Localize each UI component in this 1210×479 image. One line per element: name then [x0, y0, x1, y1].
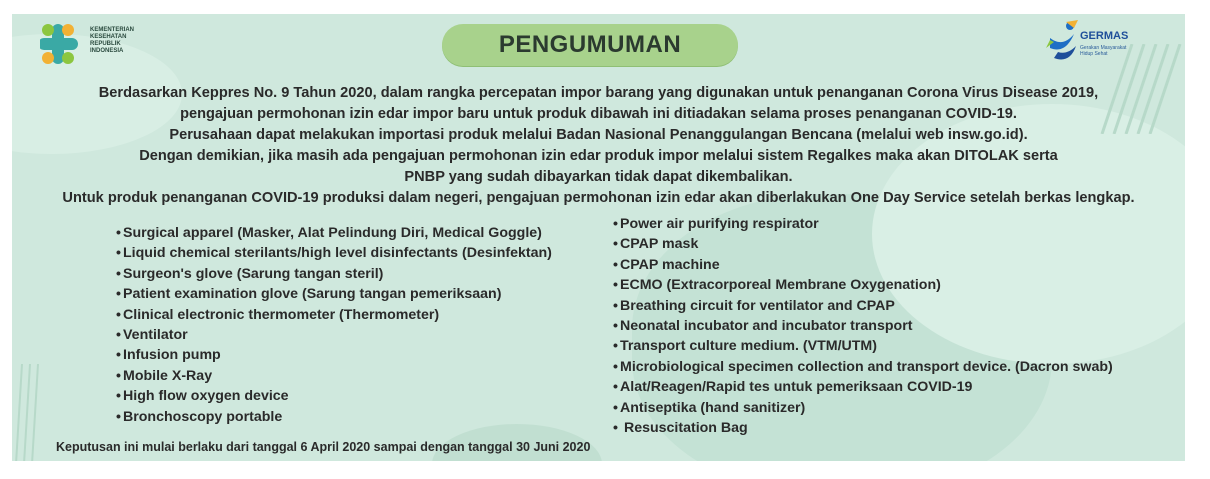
bullet-icon: • [116, 388, 121, 405]
list-item [116, 386, 552, 406]
logo-text-line: REPUBLIK [90, 41, 121, 47]
list-item-text: Neonatal incubator and incubator transport [620, 318, 913, 335]
bullet-icon: • [613, 297, 618, 314]
list-item-text: Mobile X-Ray [123, 367, 213, 384]
kemenkes-logo-text [90, 27, 134, 55]
bullet-icon: • [116, 347, 121, 364]
intro-line: Perusahaan dapat melakukan importasi produk melalui Badan Nasional Penanggulangan Bencana (melalui web insw.go.id). [169, 127, 1028, 143]
list-item-text: Transport culture medium. (VTM/UTM) [620, 338, 877, 355]
list-item [613, 418, 1113, 438]
announcement-banner [12, 14, 1185, 461]
bullet-icon: • [613, 236, 618, 253]
list-item-text: Patient examination glove (Sarung tangan pemeriksaan) [123, 286, 502, 303]
logo-text-line: KEMENTERIAN [90, 27, 135, 33]
list-item [116, 223, 552, 243]
list-item-text: Microbiological specimen collection and transport device. (Dacron swab) [620, 358, 1113, 375]
validity-note: Keputusan ini mulai berlaku dari tanggal 6 April 2020 sampai dengan tanggal 30 Juni 2020 [56, 440, 591, 454]
list-item-text: Ventilator [123, 327, 188, 344]
intro-line: Berdasarkan Keppres No. 9 Tahun 2020, dalam rangka percepatan impor barang yang digunakan untuk penanganan Corona Virus Disease 2019, [98, 85, 1099, 101]
list-item-text: Infusion pump [123, 347, 221, 364]
product-list-right [613, 214, 1113, 438]
list-item-text: Bronchoscopy portable [123, 408, 283, 425]
bullet-icon: • [613, 277, 618, 294]
title-pill [442, 24, 738, 66]
list-item [116, 345, 552, 365]
bullet-icon: • [613, 399, 618, 416]
list-item [613, 398, 1113, 418]
bullet-icon: • [613, 358, 618, 375]
germas-tagline: Gerakan Masyarakat Hidup Sehat [1080, 45, 1127, 57]
bullet-icon: • [116, 306, 121, 323]
list-item-text: Alat/Reagen/Rapid tes untuk pemeriksaan COVID-19 [620, 379, 973, 396]
germas-logo-icon [1044, 18, 1154, 68]
bullet-icon: • [116, 245, 121, 262]
list-item-text: Surgeon's glove (Sarung tangan steril) [123, 265, 384, 282]
list-item-text: Power air purifying respirator [620, 216, 819, 232]
bullet-icon: • [613, 318, 618, 335]
list-item-text: CPAP mask [620, 236, 699, 253]
list-item [116, 264, 552, 284]
list-item [116, 243, 552, 263]
list-item [613, 214, 1113, 234]
list-item [116, 407, 552, 427]
list-item [116, 284, 552, 304]
bullet-icon: • [116, 225, 121, 241]
bullet-icon: • [116, 286, 121, 303]
intro-line: PNBP yang sudah dibayarkan tidak dapat dikembalikan. [404, 169, 793, 185]
list-item [613, 275, 1113, 295]
bullet-icon: • [613, 420, 618, 437]
list-item-text: ECMO (Extracorporeal Membrane Oxygenation) [620, 277, 941, 294]
list-item-text: Clinical electronic thermometer (Thermometer) [123, 306, 440, 323]
list-item [613, 377, 1113, 397]
bullet-icon: • [116, 265, 121, 282]
intro-line: Dengan demikian, jika masih ada pengajuan permohonan izin edar produk impor melalui sistem Regalkes maka akan DITOLAK serta [139, 148, 1058, 164]
decorative-stripes [12, 364, 52, 461]
intro-line: Untuk produk penanganan COVID-19 produksi dalam negeri, pengajuan permohonan izin edar akan diberlakukan One Day Service setelah berkas lengkap. [62, 190, 1135, 206]
list-item-text: Surgical apparel (Masker, Alat Pelindung Diri, Medical Goggle) [123, 225, 542, 241]
list-item [613, 357, 1113, 377]
list-item [613, 255, 1113, 275]
list-item-text: Antiseptika (hand sanitizer) [620, 399, 806, 416]
logo-text-line: KESEHATAN [90, 34, 127, 40]
bullet-icon: • [613, 379, 618, 396]
list-item [116, 305, 552, 325]
list-item [613, 296, 1113, 316]
list-item [613, 336, 1113, 356]
list-item-text: Breathing circuit for ventilator and CPAP [620, 297, 895, 314]
list-item [613, 234, 1113, 254]
bullet-icon: • [116, 408, 121, 425]
page-title: PENGUMUMAN [498, 31, 682, 58]
product-list-left [116, 223, 552, 427]
list-item-text: High flow oxygen device [123, 388, 289, 405]
announcement-body [12, 83, 1185, 209]
germas-logo-text: GERMAS [1080, 30, 1129, 42]
bullet-icon: • [613, 216, 618, 232]
bullet-icon: • [613, 338, 618, 355]
list-item [116, 325, 552, 345]
intro-line: pengajuan permohonan izin edar impor baru untuk produk dibawah ini ditiadakan selama proses penanganan COVID-19. [180, 106, 1017, 122]
bullet-icon: • [116, 367, 121, 384]
bullet-icon: • [613, 256, 618, 273]
logo-text-line: INDONESIA [90, 48, 124, 54]
list-item [613, 316, 1113, 336]
list-item [116, 366, 552, 386]
bullet-icon: • [116, 327, 121, 344]
list-item-text: CPAP machine [620, 256, 720, 273]
list-item-text: Liquid chemical sterilants/high level disinfectants (Desinfektan) [123, 245, 552, 262]
list-item-text: Resuscitation Bag [620, 420, 748, 437]
